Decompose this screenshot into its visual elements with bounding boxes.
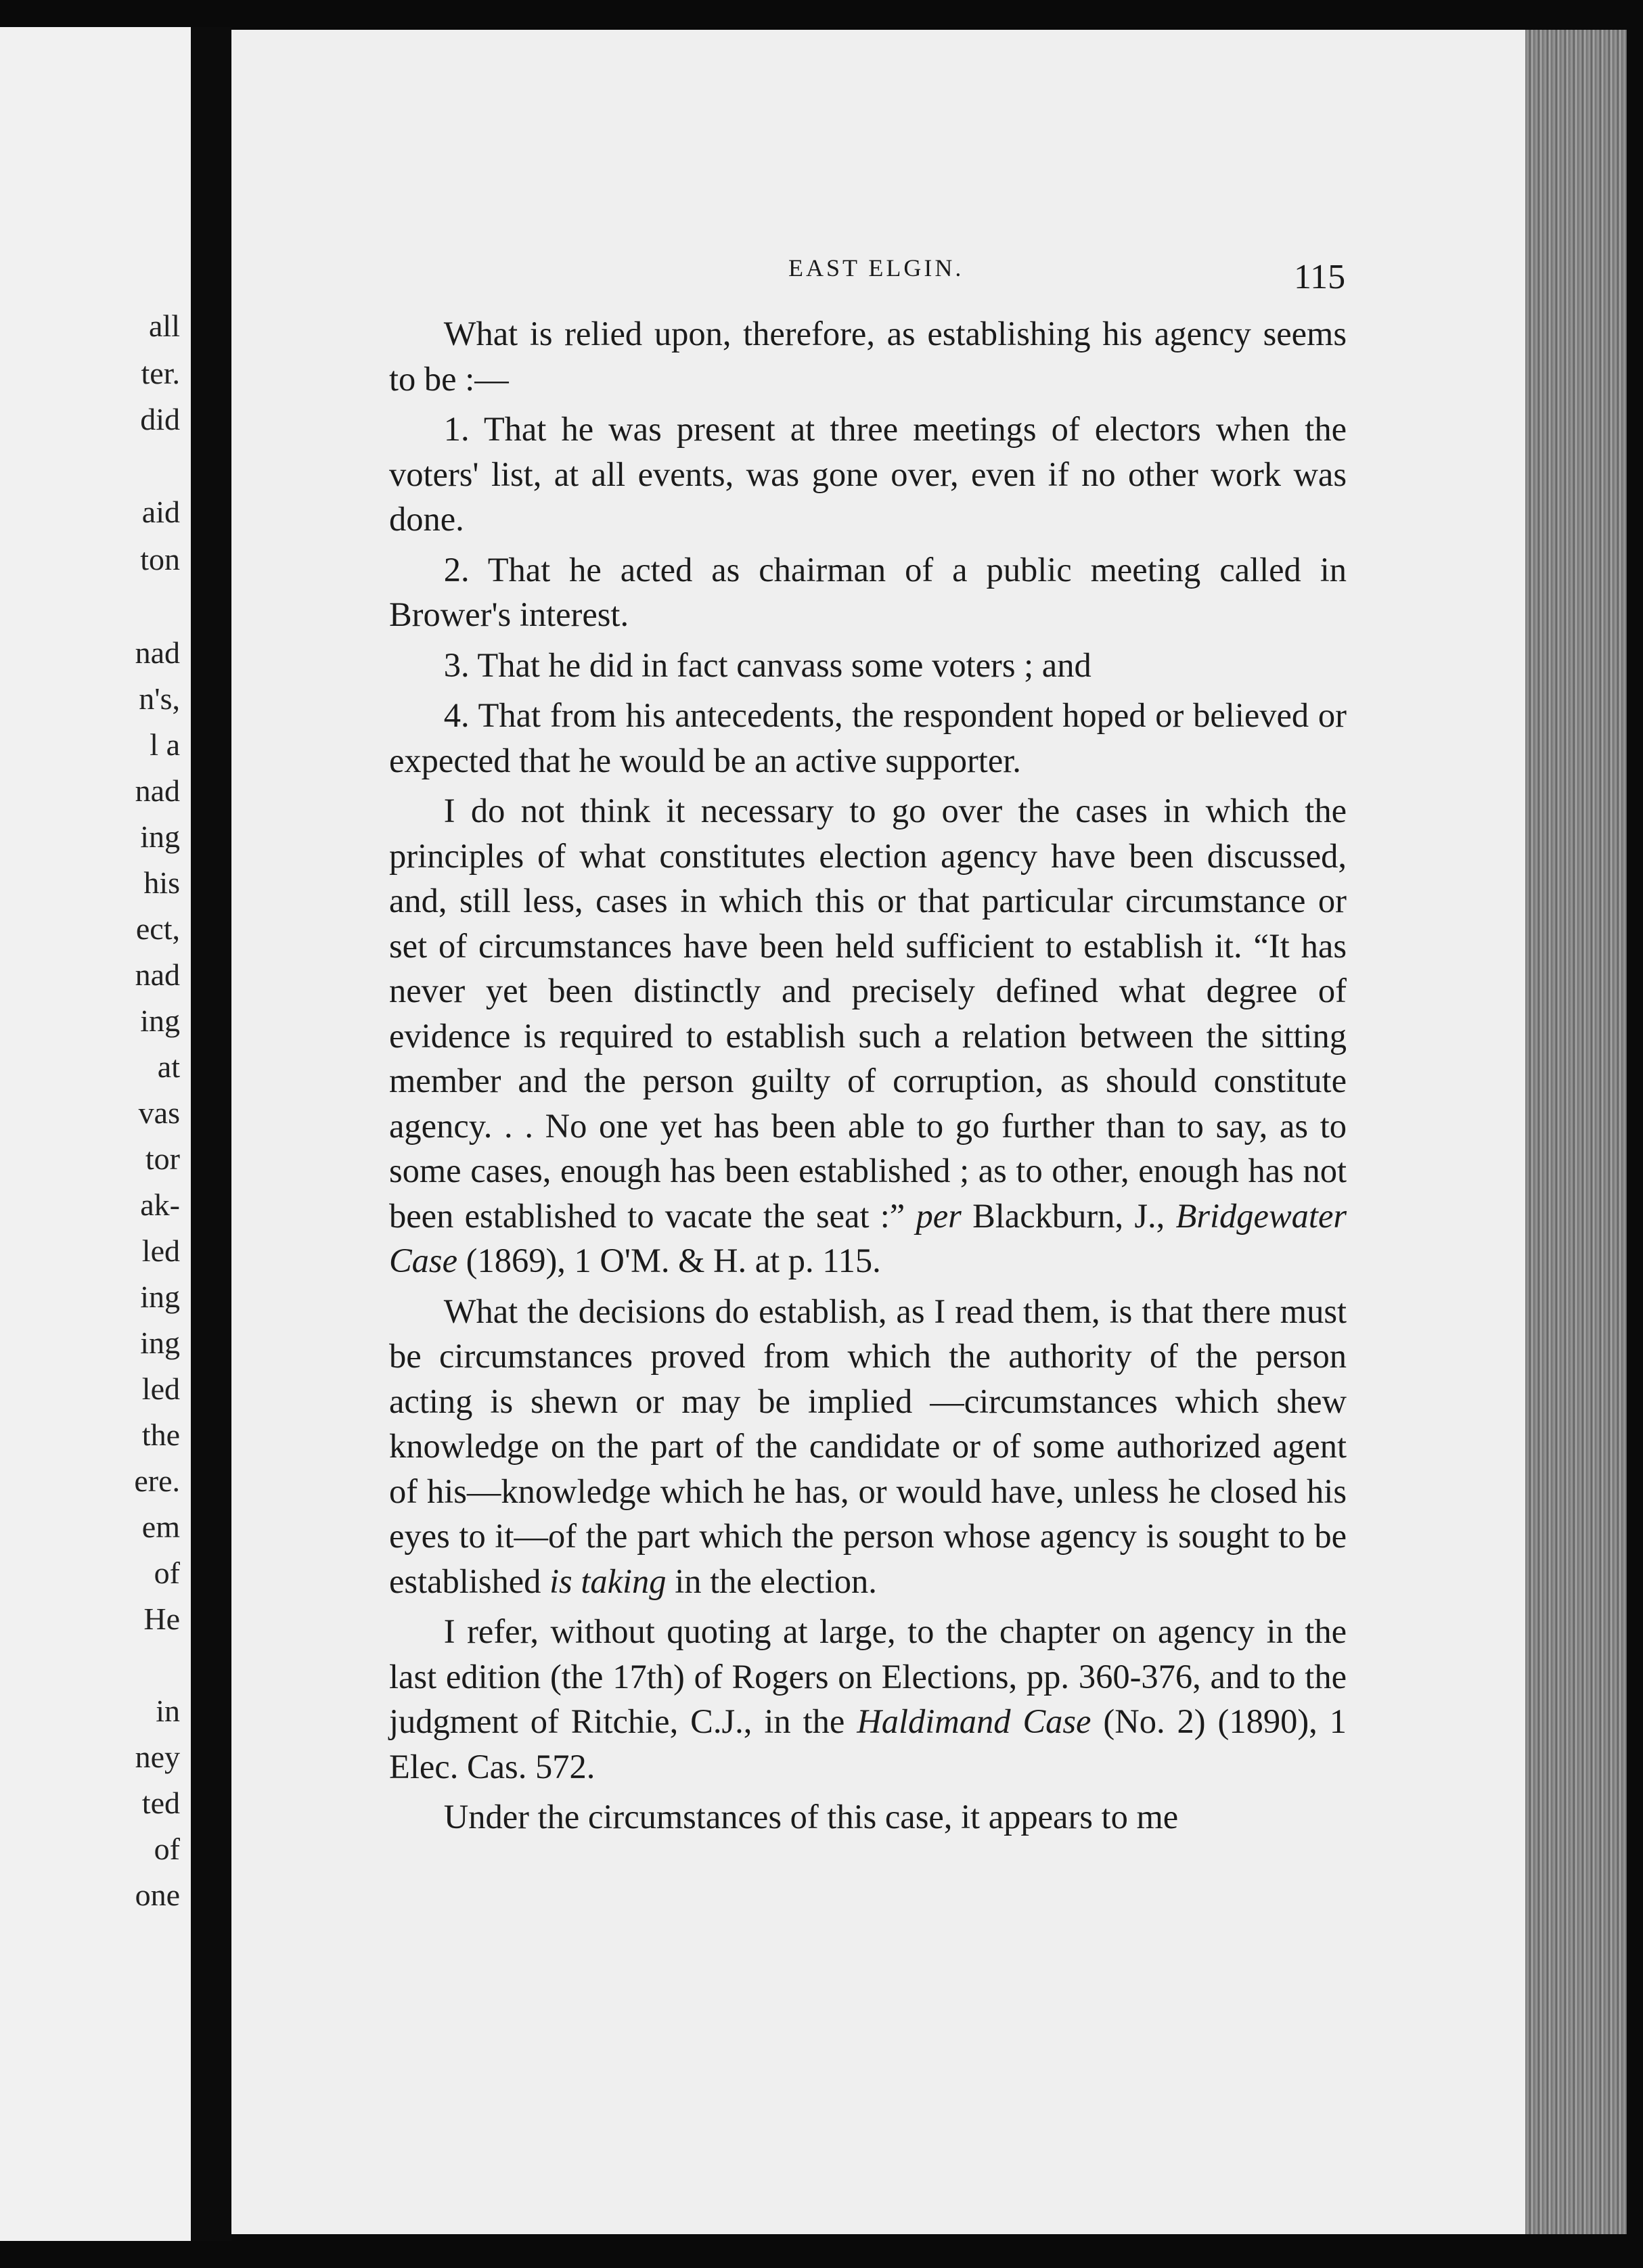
left-page-fragment: ted (141, 1786, 180, 1820)
left-page-fragment: ak- (140, 1187, 180, 1222)
left-page-fragment: nad (135, 635, 180, 670)
left-page (0, 27, 191, 2241)
citation-per: per (916, 1196, 962, 1235)
page-edge (1525, 30, 1627, 2234)
left-page-fragment: He (143, 1602, 180, 1636)
left-page-fragment: ton (140, 542, 180, 576)
left-page-fragment: led (141, 1371, 180, 1406)
italic-phrase: is taking (549, 1562, 667, 1600)
paragraph: Under the circumstances of this case, it appears to me (443, 1798, 1179, 1836)
paragraph (389, 1609, 1347, 1789)
citation-judge: Blackburn, J., (961, 1196, 1176, 1235)
left-page-fragment: ere. (134, 1464, 180, 1498)
left-page-fragment: led (141, 1233, 180, 1268)
left-page-fragment: did (140, 402, 180, 436)
paragraph (389, 1289, 1347, 1604)
left-page-fragment: ing (140, 819, 180, 854)
citation-case: Bridgewater Case (389, 1196, 1347, 1279)
left-page-fragment: of (154, 1832, 180, 1866)
left-page-fragment: ing (140, 1279, 180, 1314)
running-title: EAST ELGIN. (788, 254, 964, 281)
left-page-fragment: at (157, 1049, 180, 1084)
citation-case: Haldimand Case (857, 1702, 1091, 1740)
left-page-fragment: ing (140, 1003, 180, 1038)
left-page-fragment: ney (135, 1740, 180, 1774)
paragraph: 3. That he did in fact canvass some voters ; and (443, 645, 1091, 684)
book-gutter (191, 27, 231, 2241)
paragraph-text: I refer, without quoting at large, to the chapter on agency in the last edition (the 17th) of Rogers on Elections, pp. 360-376, and to the judgment of Ritchie, C.J., in the (389, 1612, 1347, 1740)
left-page-fragment: aid (141, 495, 180, 529)
paragraph: What is relied upon, therefore, as establishing his agency seems to be :— (389, 315, 1347, 398)
left-page-fragment: n's, (139, 681, 180, 716)
left-page-fragment: of (154, 1556, 180, 1590)
left-page-fragment: vas (138, 1095, 180, 1130)
paragraph-text: I do not think it necessary to go over the cases in which the principles of what constitutes election agency have been discussed, and, still less, cases in which this or that particular circumstance or set of circumstances have been held sufficient to establish it. “It has never yet been distinctly and precisely defined what degree of evidence is required to establish such a relation between the sitting member and the person guilty of corruption, as should constitute agency. . . No one yet has been able to go further than to say, as to some cases, enough has been established ; as to other, enough has not been established to vacate the seat :” (389, 792, 1347, 1235)
left-page-fragment: nad (135, 957, 180, 992)
paragraph: 1. That he was present at three meetings of electors when the voters' list, at all events, was gone over, even if no other work was done. (389, 410, 1347, 538)
body-text (389, 311, 1347, 1845)
left-page-fragment: the (141, 1418, 180, 1452)
left-page-fragment: ect, (135, 911, 180, 946)
paragraph: 4. That from his antecedents, the respondent hoped or believed or expected that he would be an active supporter. (389, 696, 1347, 779)
left-page-fragment: tor (145, 1141, 180, 1176)
paragraph (389, 788, 1347, 1284)
left-page-fragment: ter. (141, 356, 180, 390)
left-page-fragment: his (143, 865, 180, 900)
left-page-fragment: nad (135, 773, 180, 808)
paragraph-tail: in the election. (666, 1562, 877, 1600)
left-page-fragment: one (135, 1878, 180, 1912)
left-page-fragment: l a (150, 727, 180, 762)
left-page-fragment: in (156, 1694, 180, 1728)
page-number: 115 (1294, 258, 1346, 296)
citation-tail: (1869), 1 O'M. & H. at p. 115. (457, 1242, 881, 1279)
left-page-fragment: all (149, 309, 180, 343)
paragraph: 2. That he acted as chairman of a public meeting called in Brower's interest. (389, 550, 1347, 633)
paragraph-text: What the decisions do establish, as I read them, is that there must be circumstances proved from which the authority of the person acting is shewn or may be implied —circumstances which shew knowledge on the part of the candidate or of some authorized agent of his—knowledge which he has, or would have, unless he closed his eyes to it—of the part which the person whose agency is sought to be established (389, 1292, 1347, 1600)
citation-tail: (No. 2) (1890), 1 Elec. Cas. 572. (389, 1702, 1347, 1786)
left-page-fragment: ing (140, 1325, 180, 1360)
left-page-fragment: em (141, 1510, 180, 1544)
